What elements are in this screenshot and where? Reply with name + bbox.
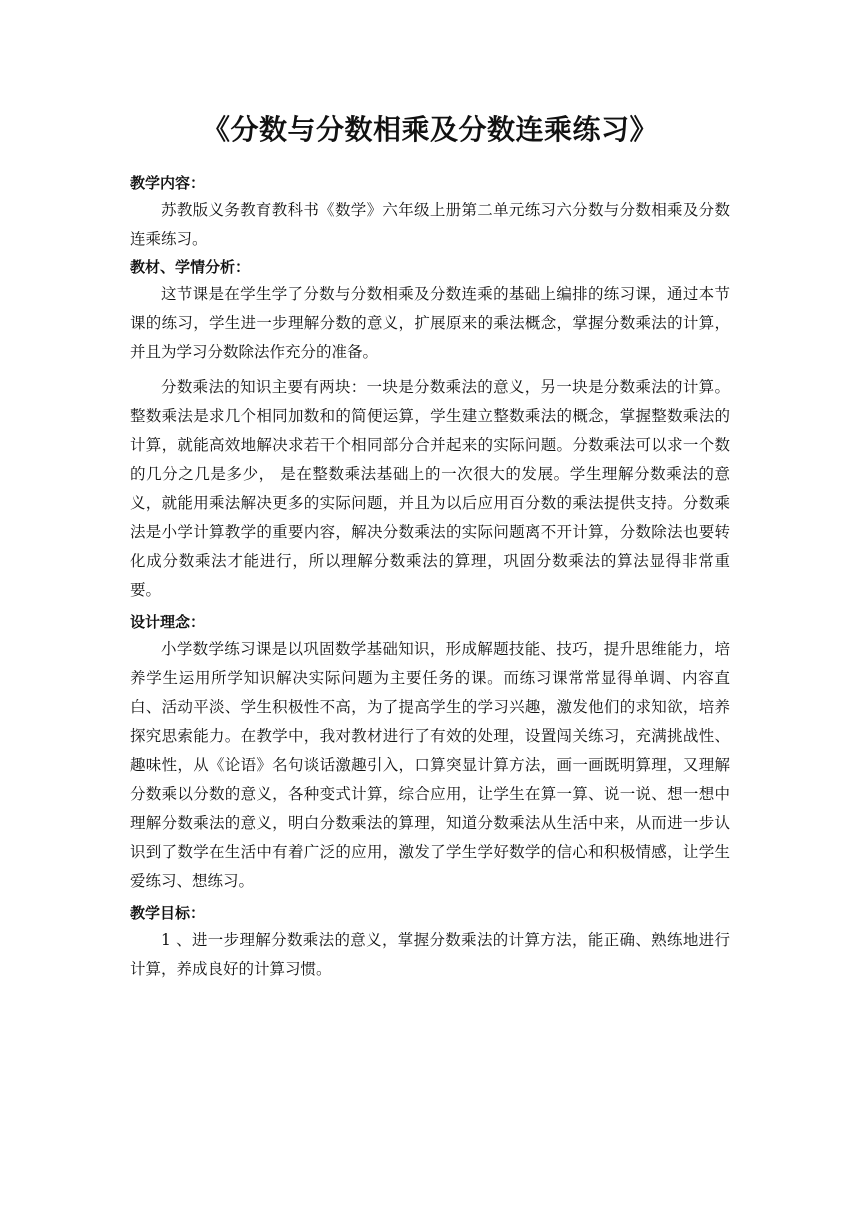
paragraph: 小学数学练习课是以巩固数学基础知识，形成解题技能、技巧，提升思维能力，培养学生运用所学知识解决实际问题为主要任务的课。而练习课常常显得单调、内容直白、活动平淡、学生积极性不高，为了提高学生的学习兴趣，激发他们的求知欲，培养探究思索能力。在教学中，我对教材进行了有效的处理，设置闯关练习，充满挑战性、趣味性，从《论语》名句谈话激趣引入，口算突显计算方法，画一画既明算理，又理解分数乘以分数的意义，各种变式计算，综合应用，让学生在算一算、说一说、想一想中理解分数乘法的意义，明白分数乘法的算理，知道分数乘法从生活中来，从而进一步认识到了数学在生活中有着广泛的应用，激发了学生学好数学的信心和积极情感，让学生爱练习、想练习。: [130, 640, 730, 890]
paragraph: 苏教版义务教育教科书《数学》六年级上册第二单元练习六分数与分数相乘及分数连乘练习。: [130, 201, 730, 248]
paragraph: 分数乘法的知识主要有两块：一块是分数乘法的意义，另一块是分数乘法的计算。整数乘法是求几个相同加数和的简便运算，学生建立整数乘法的概念，掌握整数乘法的计算，就能高效地解决求若干个相同部分合并起来的实际问题。分数乘法可以求一个数的几分之几是多少， 是在整数乘法基础上的一次很大的发展。学生理解分数乘法的意义，就能用乘法解决更多的实际问题，并且为以后应用百分数的乘法提供支持。分数乘法是小学计算教学的重要内容，解决分数乘法的实际问题离不开计算，分数除法也要转化成分数乘法才能进行，所以理解分数乘法的算理，巩固分数乘法的算法显得非常重要。: [130, 378, 730, 599]
paragraph: 1 、进一步理解分数乘法的意义，掌握分数乘法的计算方法，能正确、熟练地进行计算，养成良好的计算习惯。: [130, 931, 730, 978]
section-heading: 设计理念：: [130, 613, 206, 631]
section-teaching-goals: [130, 902, 730, 984]
section-heading: 教学内容：: [130, 174, 206, 192]
section-design-concept: [130, 611, 730, 896]
document-body: [130, 172, 730, 990]
paragraph: 这节课是在学生学了分数与分数相乘及分数连乘的基础上编排的练习课，通过本节课的练习，学生进一步理解分数的意义，扩展原来的乘法概念，掌握分数乘法的计算，并且为学习分数除法作充分的准备。: [130, 285, 730, 361]
section-heading: 教学目标：: [130, 904, 206, 922]
section-teaching-content: [130, 172, 730, 254]
section-heading: 教材、学情分析：: [130, 258, 251, 276]
section-material-analysis: [130, 256, 730, 605]
document-title: 《分数与分数相乘及分数连乘练习》: [201, 113, 658, 146]
